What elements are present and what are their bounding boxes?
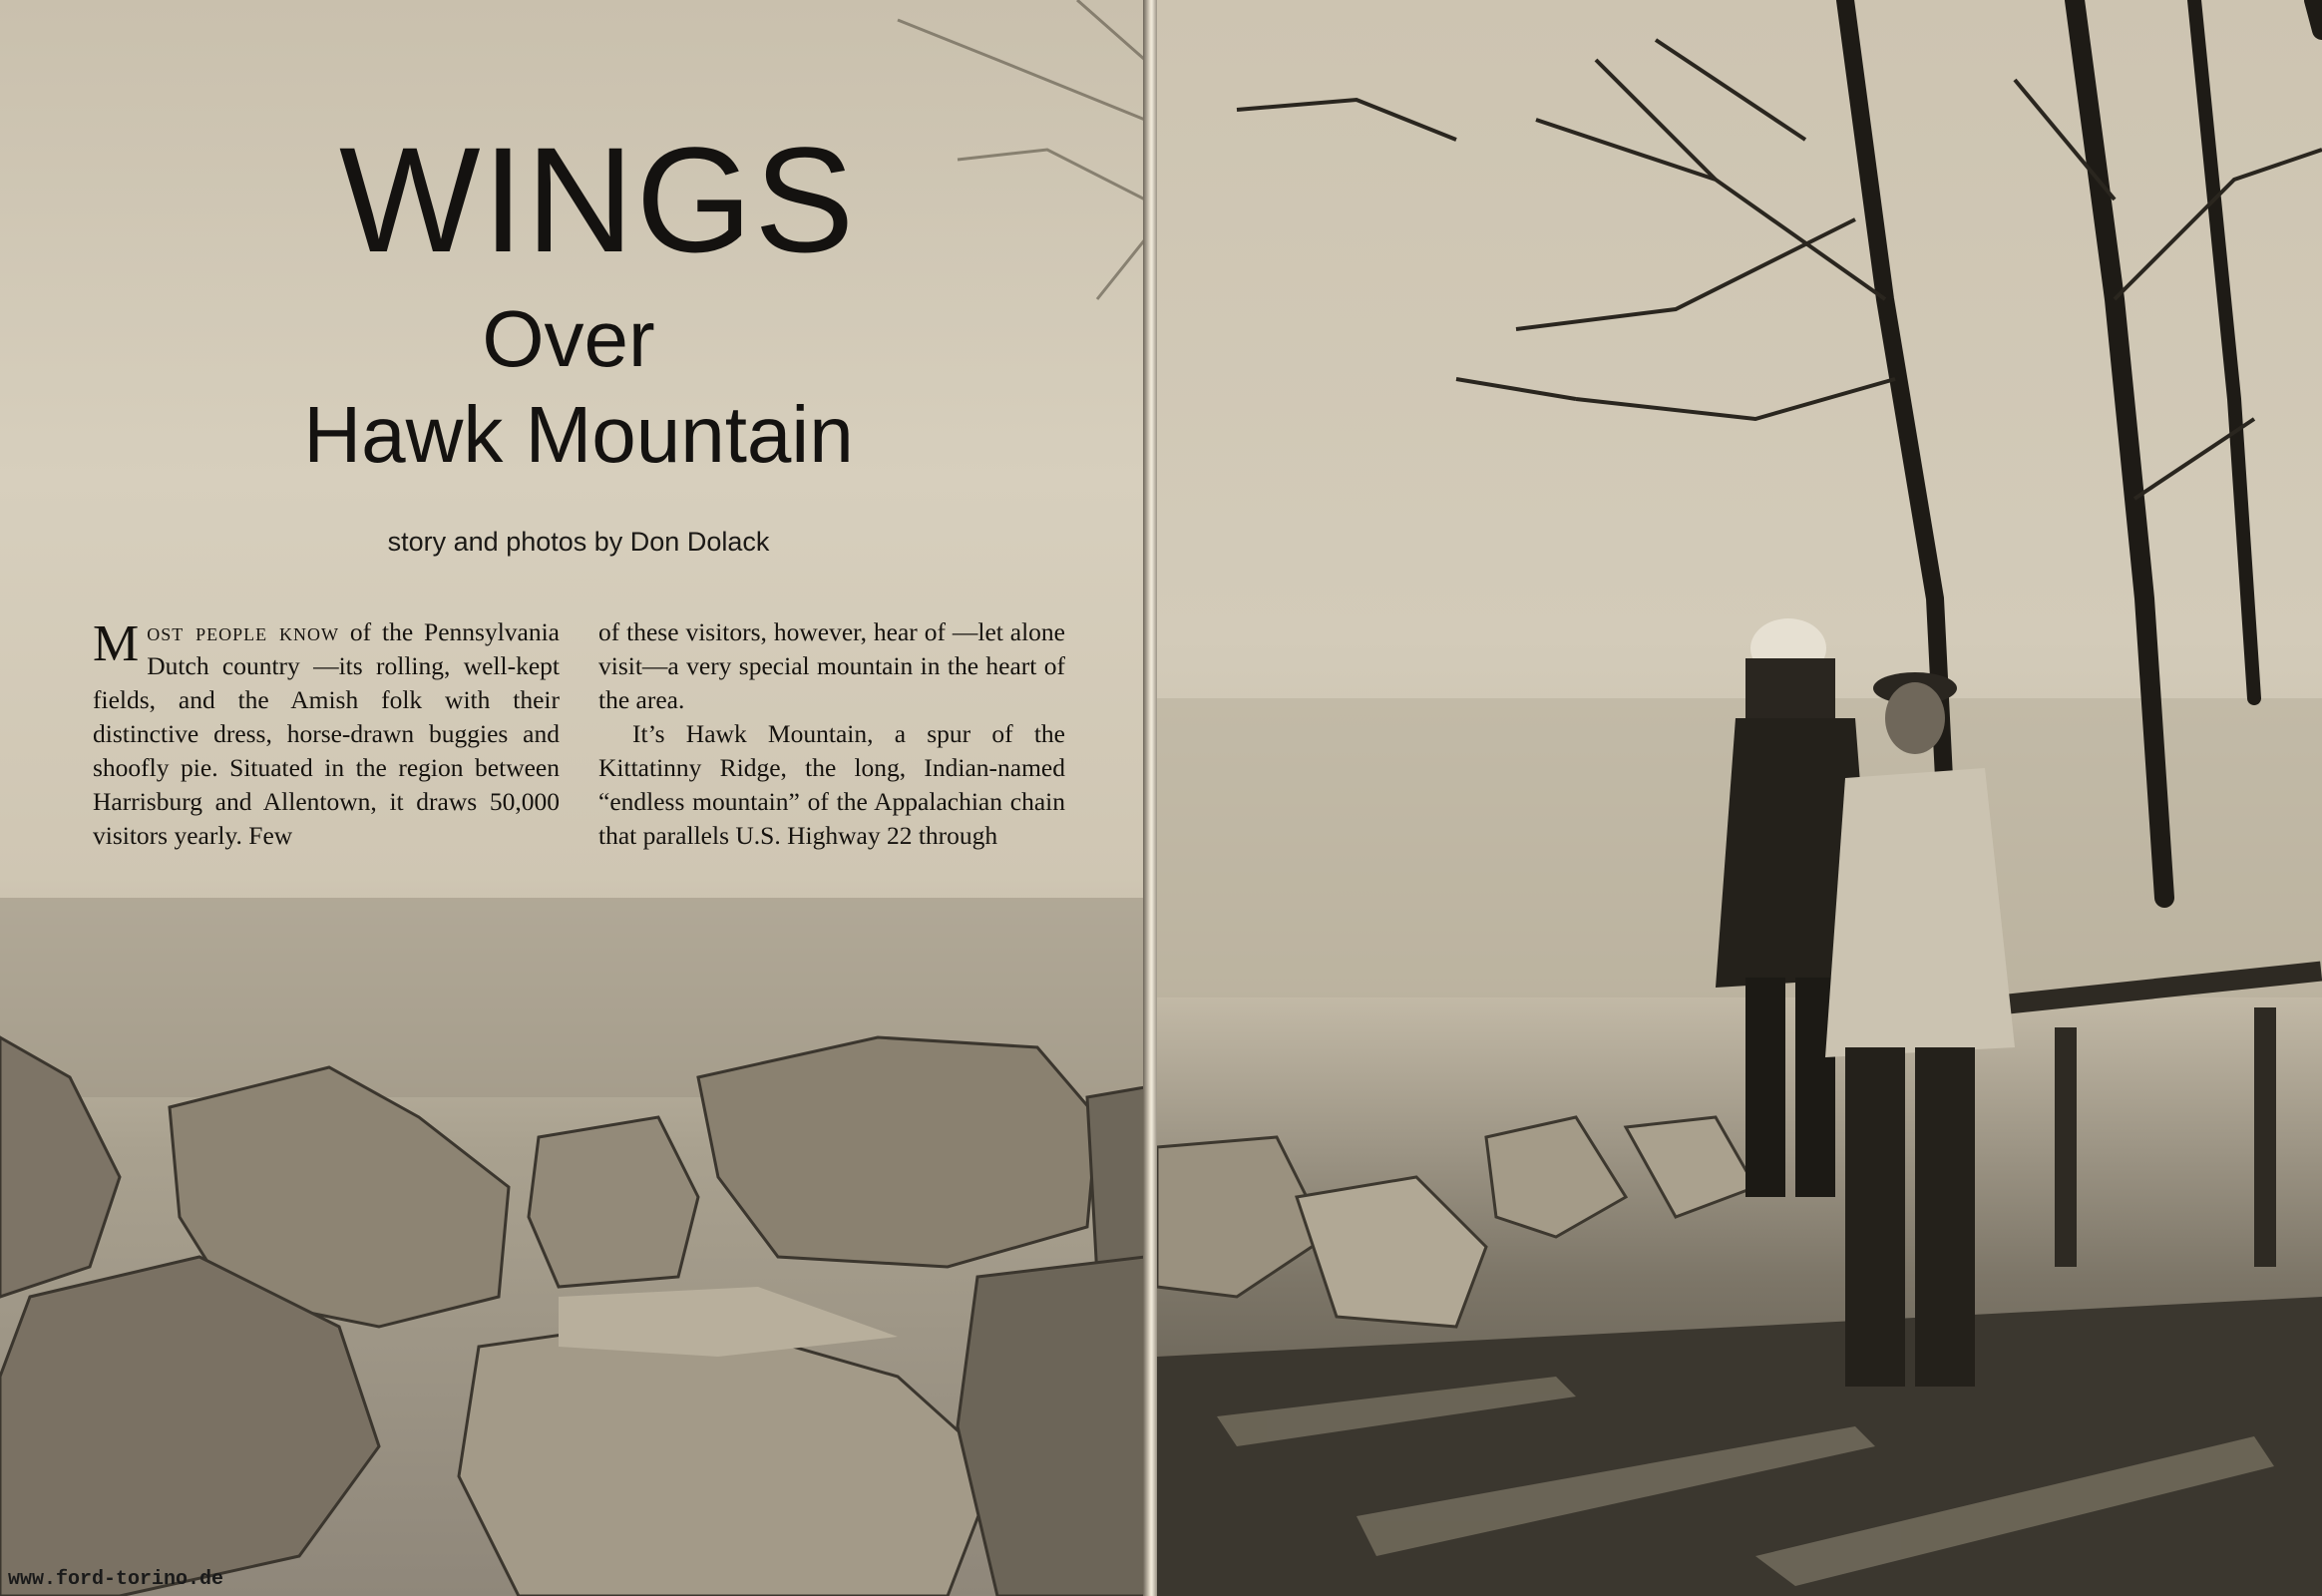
article-title-over: Over bbox=[482, 294, 655, 383]
hawk-watchers-photo bbox=[1157, 0, 2322, 1596]
drop-cap: M bbox=[93, 615, 140, 672]
paragraph: of these visitors, however, hear of —let alone visit—a very special mountain in the heart of the area. bbox=[598, 617, 1065, 714]
byline: story and photos by Don Dolack bbox=[387, 527, 770, 557]
text-column-1 bbox=[93, 615, 560, 853]
text-column-2 bbox=[598, 615, 1065, 853]
right-page bbox=[1157, 0, 2322, 1596]
paragraph-text: of the Pennsylvania Dutch country —its rolling, well-kept fields, and the Amish folk with their distinctive dress, horse-drawn buggies and shoofly pie. Situated in the region between Harrisburg and Allentown, it draws 50,000 visitors yearly. Few bbox=[93, 617, 560, 850]
article-title-subtitle: Hawk Mountain bbox=[303, 390, 854, 479]
lead-in-smallcaps: ost people know bbox=[147, 617, 339, 646]
article-title-main: WINGS bbox=[339, 116, 857, 283]
watermark: www.ford-torino.de bbox=[8, 1568, 224, 1591]
paragraph bbox=[93, 615, 560, 853]
paragraph: It’s Hawk Mountain, a spur of the Kittatinny Ridge, the long, Indian-named “endless mountain” of the Appalachian chain that parallels U.S. Highway 22 through bbox=[598, 719, 1065, 850]
left-page bbox=[0, 0, 1145, 1596]
